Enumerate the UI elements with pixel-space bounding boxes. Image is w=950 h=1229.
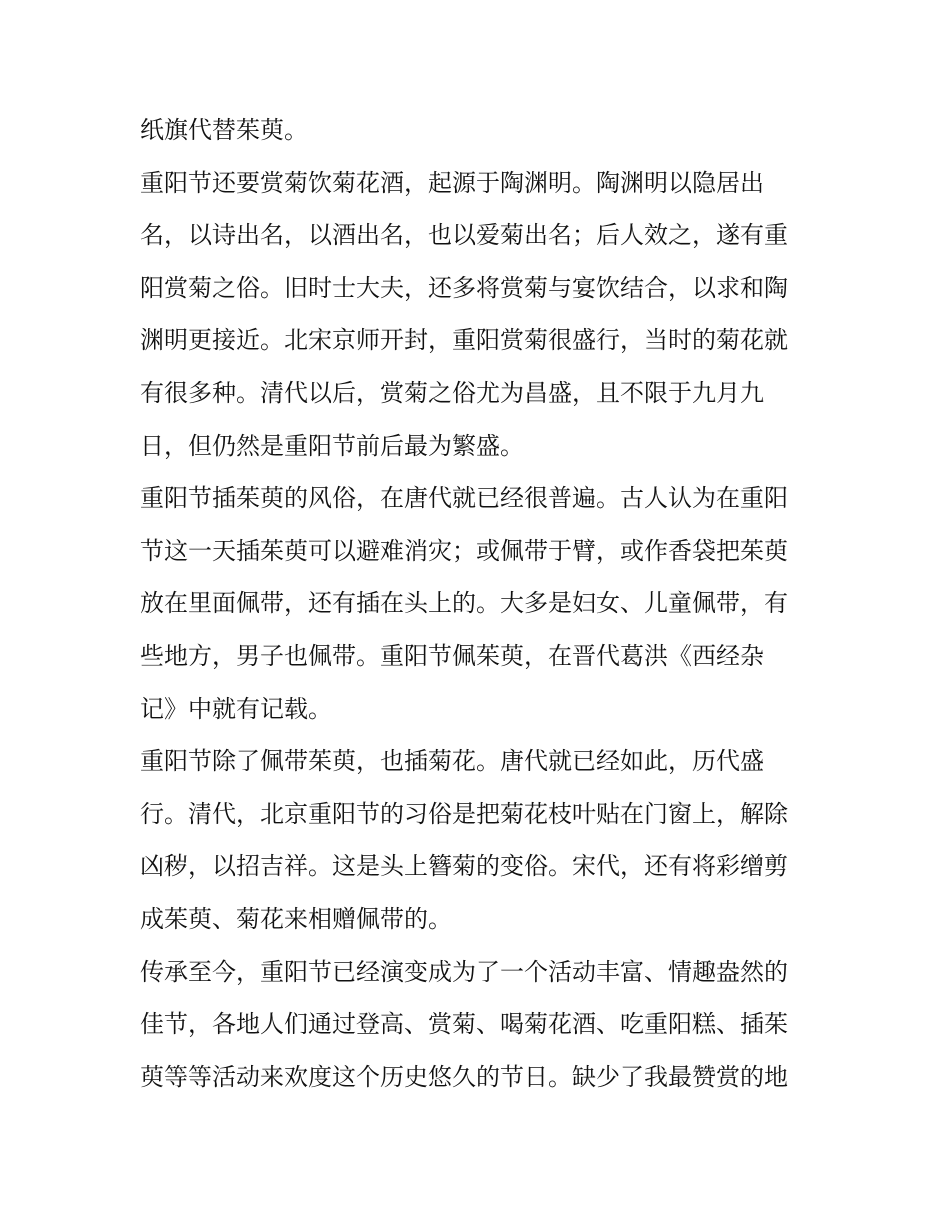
text-line: 佳节，各地人们通过登高、赏菊、喝菊花酒、吃重阳糕、插茱 [140,1010,788,1039]
text-line: 有很多种。清代以后，赏菊之俗尤为昌盛，且不限于九月九 [140,378,764,407]
text-line: 重阳节插茱萸的风俗，在唐代就已经很普遍。古人认为在重阳 [140,484,788,513]
text-line: 萸等等活动来欢度这个历史悠久的节日。缺少了我最赞赏的地 [140,1062,788,1091]
text-line: 阳赏菊之俗。旧时士大夫，还多将赏菊与宴饮结合，以求和陶 [140,273,788,302]
text-line: 行。清代，北京重阳节的习俗是把菊花枝叶贴在门窗上，解除 [140,799,788,828]
text-line: 渊明更接近。北宋京师开封，重阳赏菊很盛行，当时的菊花就 [140,326,788,355]
text-line: 成茱萸、菊花来相赠佩带的。 [140,904,452,933]
text-line: 传承至今，重阳节已经演变成为了一个活动丰富、情趣盎然的 [140,957,788,986]
text-line: 纸旗代替茱萸。 [140,116,308,144]
text-line: 名，以诗出名，以酒出名，也以爱菊出名；后人效之，遂有重 [140,221,788,250]
text-line: 节这一天插茱萸可以避难消灾；或佩带于臂，或作香袋把茱萸 [140,536,788,565]
text-line: 记》中就有记载。 [140,694,332,723]
text-line: 日，但仍然是重阳节前后最为繁盛。 [140,431,524,460]
text-line: 重阳节还要赏菊饮菊花酒，起源于陶渊明。陶渊明以隐居出 [140,168,764,197]
text-line: 重阳节除了佩带茱萸，也插菊花。唐代就已经如此，历代盛 [140,747,764,776]
text-line: 些地方，男子也佩带。重阳节佩茱萸，在晋代葛洪《西经杂 [140,641,764,670]
text-line: 凶秽，以招吉祥。这是头上簪菊的变俗。宋代，还有将彩缯剪 [140,852,788,881]
document-body [140,104,812,1103]
text-line: 放在里面佩带，还有插在头上的。大多是妇女、儿童佩带，有 [140,589,788,618]
